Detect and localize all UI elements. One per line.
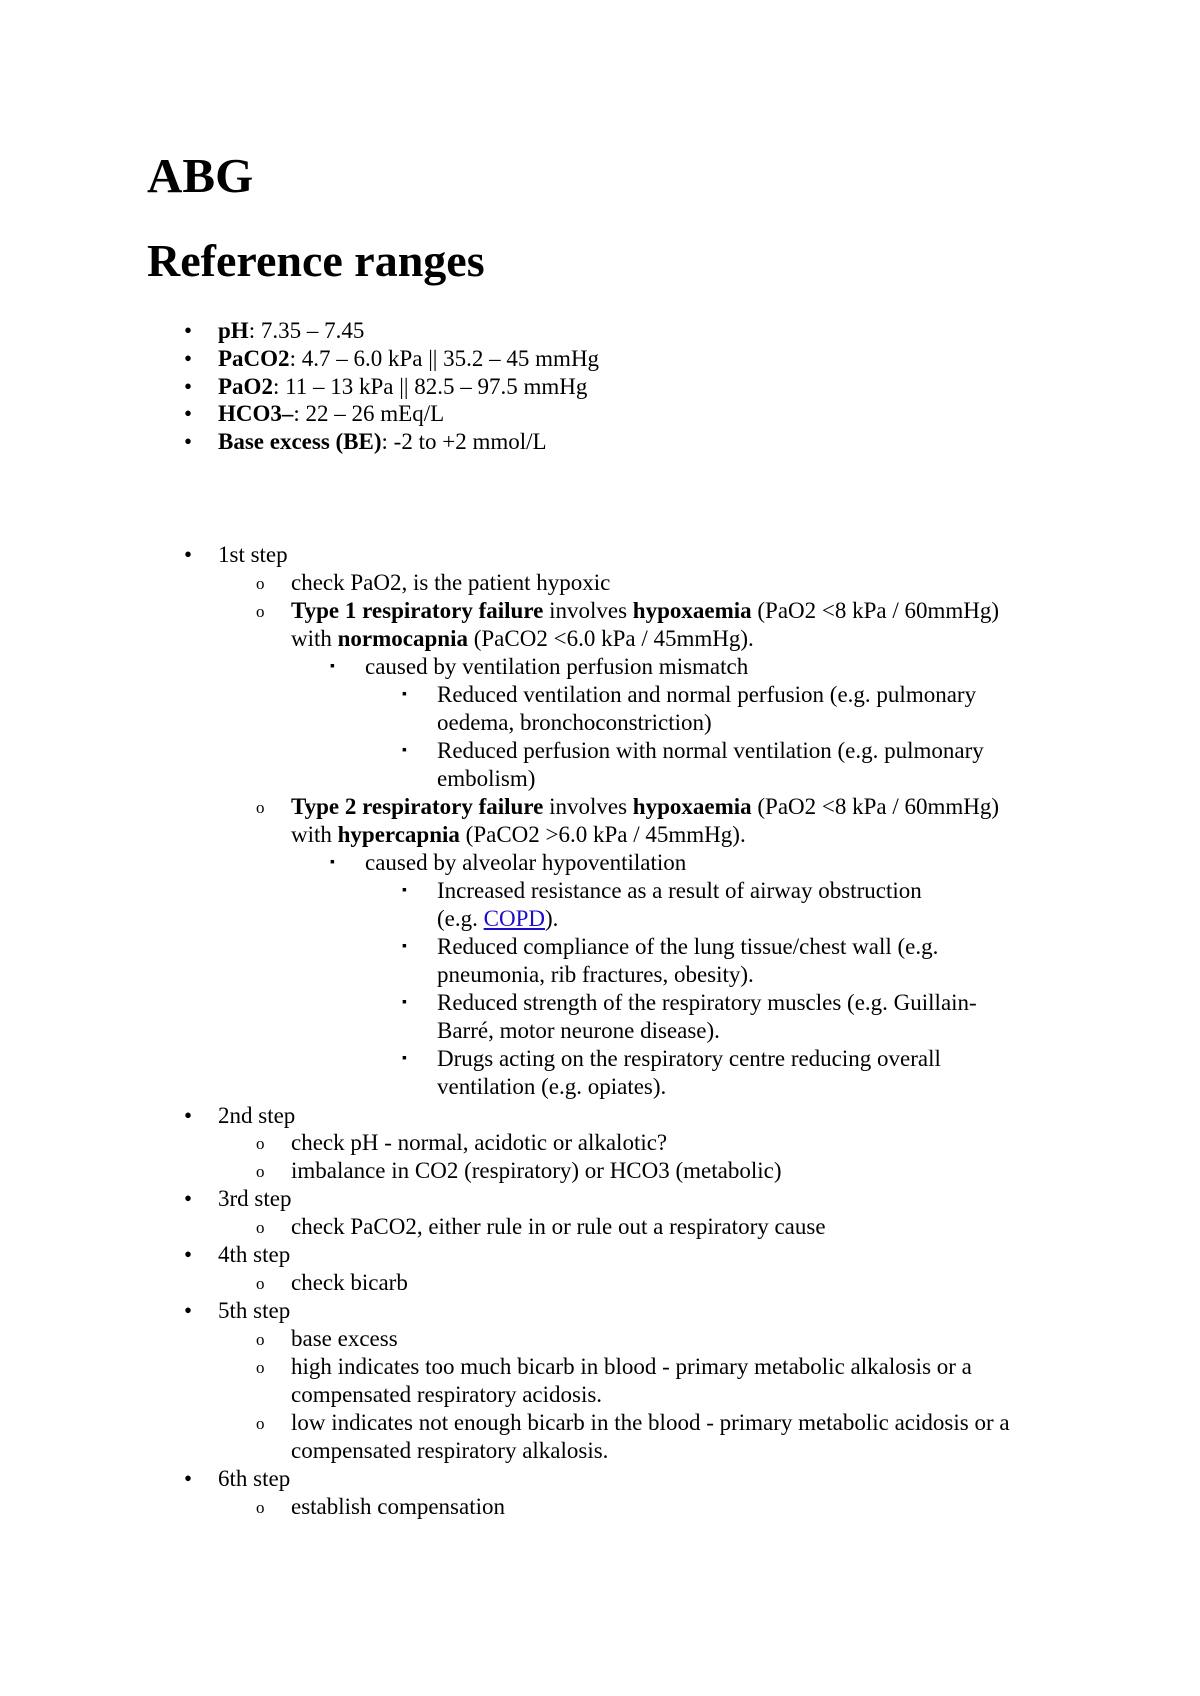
range-item-pao2 (218, 373, 587, 401)
step-label: 4th step (218, 1242, 291, 1267)
reason-item-line2: oedema, bronchoconstriction) (437, 710, 712, 735)
range-item-base-excess (218, 428, 547, 456)
bullet-marker: ▪ (402, 1051, 407, 1066)
bullet-marker: ▪ (402, 995, 407, 1010)
text-run: with (291, 626, 338, 651)
step-label: 3rd step (218, 1186, 292, 1211)
bullet-marker: • (184, 1242, 193, 1267)
range-label: PaCO2 (218, 346, 290, 371)
bullet-marker: o (256, 1414, 265, 1433)
reason-item-line2: pneumonia, rib fractures, obesity). (437, 962, 754, 987)
bullet-marker: o (256, 574, 265, 593)
step-detail-line1: low indicates not enough bicarb in the blood - primary metabolic acidosis or a (291, 1410, 1010, 1435)
type2-failure-line1 (291, 793, 999, 821)
bullet-marker: • (184, 1298, 193, 1323)
range-label: HCO3– (218, 401, 294, 426)
bullet-marker: ▪ (402, 743, 407, 758)
text-run: (PaO2 <8 kPa / 60mmHg) (751, 794, 1000, 819)
bullet-marker: • (184, 1103, 193, 1128)
cause-item: caused by alveolar hypoventilation (365, 850, 687, 875)
section-heading: Reference ranges (147, 235, 485, 286)
text-run: involves (543, 794, 633, 819)
range-value: : -2 to +2 mmol/L (381, 429, 547, 454)
bullet-marker: o (256, 1358, 265, 1377)
bullet-marker: • (184, 1186, 193, 1211)
reason-item-line2: ventilation (e.g. opiates). (437, 1074, 667, 1099)
reason-item-line1: Reduced perfusion with normal ventilation (e.g. pulmonary (437, 738, 984, 763)
range-label: Base excess (BE) (218, 429, 382, 454)
step-detail: check PaCO2, either rule in or rule out a respiratory cause (291, 1214, 826, 1239)
bullet-marker: o (256, 1134, 265, 1153)
bold-term: Type 2 respiratory failure (291, 794, 544, 819)
step-detail: base excess (291, 1326, 398, 1351)
range-label: pH (218, 318, 249, 343)
text-run: ). (544, 906, 559, 931)
step-detail: establish compensation (291, 1494, 505, 1519)
step-detail: check PaO2, is the patient hypoxic (291, 570, 611, 595)
bold-term: hypoxaemia (632, 794, 752, 819)
bullet-marker: ▪ (402, 883, 407, 898)
bullet-marker: o (256, 1330, 265, 1349)
range-value: : 7.35 – 7.45 (248, 318, 365, 343)
reason-item-line1: Reduced compliance of the lung tissue/chest wall (e.g. (437, 934, 939, 959)
range-item-ph (218, 317, 364, 345)
cause-item: caused by ventilation perfusion mismatch (365, 654, 749, 679)
step-label: 2nd step (218, 1103, 296, 1128)
step-detail-line2: compensated respiratory acidosis. (291, 1382, 603, 1407)
text-run: (PaCO2 >6.0 kPa / 45mmHg). (459, 822, 746, 847)
range-item-paco2 (218, 345, 599, 373)
step-label: 1st step (218, 542, 288, 567)
step-label: 5th step (218, 1298, 291, 1323)
range-value: : 11 – 13 kPa || 82.5 – 97.5 mmHg (272, 374, 588, 399)
document-title: ABG (147, 148, 254, 203)
bold-term: hypoxaemia (632, 598, 752, 623)
type2-failure-line2 (291, 821, 746, 849)
range-item-hco3 (218, 400, 444, 428)
text-run: (PaCO2 <6.0 kPa / 45mmHg). (467, 626, 754, 651)
bullet-marker: ▪ (330, 855, 335, 870)
bullet-marker: • (184, 346, 193, 371)
copd-link[interactable]: COPD (483, 906, 545, 931)
bullet-marker: • (184, 318, 193, 343)
step-detail-line1: high indicates too much bicarb in blood - primary metabolic alkalosis or a (291, 1354, 972, 1379)
reason-item-line2 (437, 905, 558, 933)
range-value: : 22 – 26 mEq/L (293, 401, 445, 426)
bullet-marker: • (184, 374, 193, 399)
bullet-marker: • (184, 1466, 193, 1491)
bullet-marker: o (256, 798, 265, 817)
reason-item-line2: embolism) (437, 766, 536, 791)
bullet-marker: ▪ (402, 939, 407, 954)
step-detail: check bicarb (291, 1270, 408, 1295)
reason-item-line1: Reduced ventilation and normal perfusion (e.g. pulmonary (437, 682, 977, 707)
text-run: involves (543, 598, 633, 623)
text-run: (e.g. (437, 906, 484, 931)
bullet-marker: o (256, 1162, 265, 1181)
type1-failure-line1 (291, 597, 999, 625)
bold-term: hypercapnia (337, 822, 460, 847)
step-label: 6th step (218, 1466, 291, 1491)
range-value: : 4.7 – 6.0 kPa || 35.2 – 45 mmHg (289, 346, 600, 371)
step-detail: check pH - normal, acidotic or alkalotic? (291, 1130, 668, 1155)
bullet-marker: o (256, 1218, 265, 1237)
text-run: with (291, 822, 338, 847)
reason-item-line1: Drugs acting on the respiratory centre reducing overall (437, 1046, 941, 1071)
reason-item-line1: Increased resistance as a result of airway obstruction (437, 878, 922, 903)
reason-item-line2: Barré, motor neurone disease). (437, 1018, 720, 1043)
bullet-marker: ▪ (402, 687, 407, 702)
bullet-marker: o (256, 602, 265, 621)
bullet-marker: • (184, 542, 193, 567)
bullet-marker: o (256, 1274, 265, 1293)
range-label: PaO2 (218, 374, 273, 399)
step-detail: imbalance in CO2 (respiratory) or HCO3 (metabolic) (291, 1158, 782, 1183)
bullet-marker: • (184, 429, 193, 454)
reason-item-line1: Reduced strength of the respiratory muscles (e.g. Guillain- (437, 990, 977, 1015)
step-detail-line2: compensated respiratory alkalosis. (291, 1438, 609, 1463)
type1-failure-line2 (291, 625, 754, 653)
text-run: (PaO2 <8 kPa / 60mmHg) (751, 598, 1000, 623)
bullet-marker: ▪ (330, 659, 335, 674)
bold-term: Type 1 respiratory failure (291, 598, 544, 623)
bullet-marker: o (256, 1498, 265, 1517)
bullet-marker: • (184, 401, 193, 426)
bold-term: normocapnia (337, 626, 468, 651)
